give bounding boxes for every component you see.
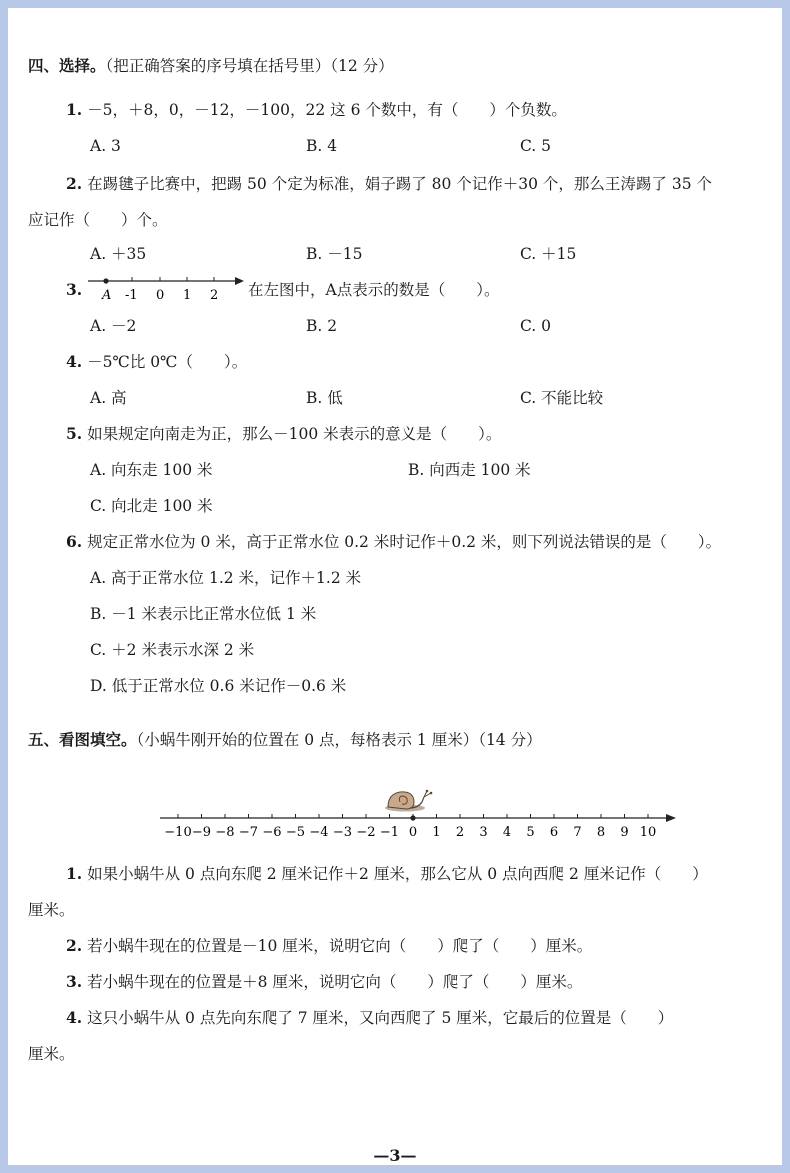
q4-3-num: 3.: [66, 280, 83, 299]
q4-3-number-line: [86, 272, 246, 308]
q4-4-option-b: B. 低: [306, 389, 343, 407]
section4-title: 四、选择。: [28, 56, 106, 75]
q5-2: [66, 936, 592, 956]
snail-axis-label: 1: [432, 825, 441, 840]
q4-1-num: 1.: [66, 100, 83, 119]
section5-title: 五、看图填空。: [28, 730, 137, 749]
snail-axis-label: 10: [639, 825, 657, 840]
worksheet-page: [8, 8, 782, 1165]
q4-1: [66, 100, 567, 120]
q4-5-option-a: A. 向东走 100 米: [90, 461, 213, 479]
q4-3-tick-label: 0: [156, 288, 165, 303]
q4-2-text: 在踢毽子比赛中，把踢 50 个定为标准，娟子踢了 80 个记作＋30 个，那么王涛踢了 35 个: [87, 175, 713, 193]
q4-2: [66, 174, 712, 194]
q5-1-text-cont: 厘米。: [28, 901, 75, 919]
snail-axis-label: 7: [573, 825, 582, 840]
q4-4-text: －5℃比 0℃（ ）。: [87, 353, 248, 371]
q4-5-option-c: C. 向北走 100 米: [90, 497, 213, 515]
snail-axis-label: −4: [309, 825, 329, 840]
page-number: —3—: [373, 1146, 417, 1165]
section5-note: （小蜗牛刚开始的位置在 0 点，每格表示 1 厘米）（14 分）: [136, 731, 542, 749]
snail-axis-label: 9: [620, 825, 629, 840]
q5-4: [66, 1008, 673, 1028]
q5-4-text: 这只小蜗牛从 0 点先向东爬了 7 厘米，又向西爬了 5 厘米，它最后的位置是（ ）: [87, 1009, 674, 1027]
snail-axis-label: −9: [191, 825, 212, 840]
q4-6-option-d: D. 低于正常水位 0.6 米记作－0.6 米: [90, 677, 347, 695]
q5-2-num: 2.: [66, 936, 83, 955]
snail-number-line: [148, 772, 678, 842]
q4-2-option-c: C. ＋15: [520, 245, 577, 263]
q4-2-text-cont: 应记作（ ）个。: [28, 211, 168, 229]
q5-4-text-cont: 厘米。: [28, 1045, 75, 1063]
q4-3-tick-label: 1: [183, 288, 192, 303]
q4-6-num: 6.: [66, 532, 83, 551]
q4-3-num-wrap: [66, 280, 82, 300]
section4-heading: [28, 56, 394, 76]
snail-axis-label: −10: [164, 825, 192, 840]
q4-3-arrow-icon: [235, 277, 244, 285]
q4-6: [66, 532, 721, 552]
snail-axis-label: 6: [549, 825, 559, 840]
q5-1-text: 如果小蜗牛从 0 点向东爬 2 厘米记作＋2 厘米，那么它从 0 点向西爬 2 厘米记作（ ）: [87, 865, 708, 883]
snail-axis-label: 2: [455, 825, 465, 840]
q5-3-num: 3.: [66, 972, 83, 991]
q5-3-text: 若小蜗牛现在的位置是＋8 厘米，说明它向（ ）爬了（ ）厘米。: [87, 973, 583, 991]
snail-axis-label: −1: [379, 825, 400, 840]
q5-3: [66, 972, 582, 992]
snail-axis-label: 0: [408, 825, 418, 840]
q5-1: [66, 864, 708, 884]
q4-4-option-a: A. 高: [90, 389, 127, 407]
q4-2-num: 2.: [66, 174, 83, 193]
snail-axis-label: −2: [356, 825, 376, 840]
q4-1-option-c: C. 5: [520, 137, 552, 155]
snail-icon: [385, 790, 432, 812]
q4-4: [66, 352, 247, 372]
q4-6-option-a: A. 高于正常水位 1.2 米，记作＋1.2 米: [90, 569, 362, 587]
snail-axis-label: −8: [215, 825, 235, 840]
snail-axis-label: −3: [332, 825, 353, 840]
q4-3-option-b: B. 2: [306, 317, 338, 335]
section5-heading: [28, 730, 542, 750]
snail-axis-label: 8: [596, 825, 606, 840]
q4-2-option-b: B. －15: [306, 245, 363, 263]
q4-5-num: 5.: [66, 424, 83, 443]
snail-axis-label: −6: [262, 825, 282, 840]
q5-1-num: 1.: [66, 864, 83, 883]
q4-6-option-b: B. －1 米表示比正常水位低 1 米: [90, 605, 317, 623]
q4-5-option-b: B. 向西走 100 米: [408, 461, 531, 479]
q4-6-text: 规定正常水位为 0 米，高于正常水位 0.2 米时记作＋0.2 米，则下列说法错误的是（ ）。: [87, 533, 722, 551]
snail-axis-label: 5: [526, 825, 535, 840]
q4-4-num: 4.: [66, 352, 83, 371]
q4-3-option-c: C. 0: [520, 317, 552, 335]
snail-start-point: [410, 815, 415, 820]
q4-1-option-b: B. 4: [306, 137, 338, 155]
section4-note: （把正确答案的序号填在括号里）（12 分）: [105, 57, 394, 75]
snail-axis-arrow-icon: [666, 814, 676, 822]
q4-6-option-c: C. ＋2 米表示水深 2 米: [90, 641, 255, 659]
snail-axis-label: 4: [502, 825, 512, 840]
q4-3-point-a: [103, 278, 108, 283]
q4-3-option-a: A. －2: [90, 317, 137, 335]
snail-axis-label: 3: [479, 825, 488, 840]
q4-3-text: 在左图中，A点表示的数是（ ）。: [248, 281, 500, 299]
q4-4-option-c: C. 不能比较: [520, 389, 604, 407]
q4-1-option-a: A. 3: [90, 137, 121, 155]
q5-4-num: 4.: [66, 1008, 83, 1027]
snail-axis-label: −7: [238, 825, 259, 840]
q4-3-label-a: A: [102, 288, 112, 303]
q4-1-text: －5，＋8，0，－12，－100，22 这 6 个数中，有（ ）个负数。: [87, 101, 567, 119]
q4-2-option-a: A. ＋35: [90, 245, 147, 263]
q5-2-text: 若小蜗牛现在的位置是－10 厘米，说明它向（ ）爬了（ ）厘米。: [87, 937, 593, 955]
q4-5: [66, 424, 501, 444]
q4-3-tick-label: 2: [210, 288, 219, 303]
q4-3-tick-label: -1: [125, 288, 138, 303]
q4-5-text: 如果规定向南走为正，那么－100 米表示的意义是（ ）。: [87, 425, 502, 443]
snail-axis-label: −5: [285, 825, 306, 840]
